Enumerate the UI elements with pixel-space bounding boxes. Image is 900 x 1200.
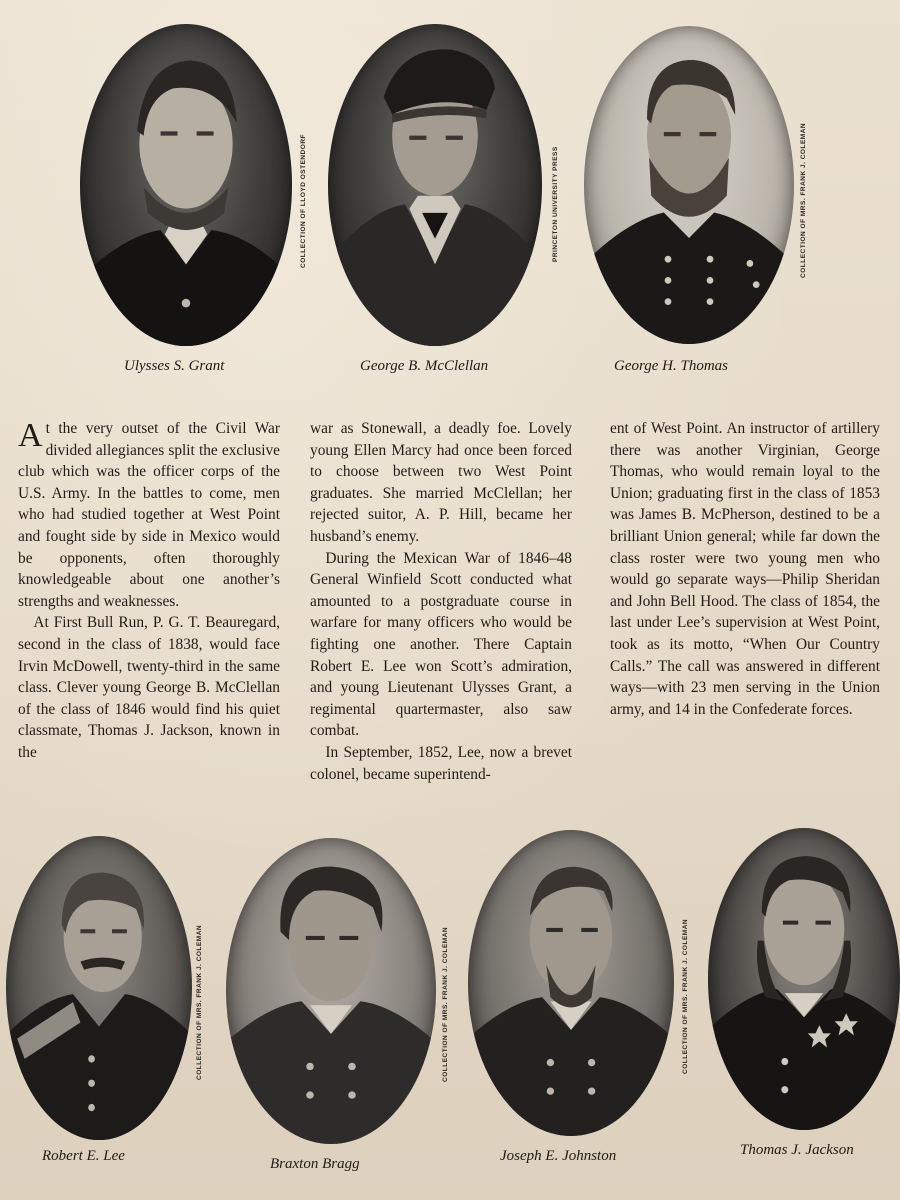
portrait-caption: Thomas J. Jackson	[740, 1142, 854, 1158]
paragraph: war as Stonewall, a deadly foe. Lovely young Ellen Marcy had once been forced to choose between two West Point graduates. She married McClellan; her rejected suitor, A. P. Hill, became her husband’s enemy.	[310, 420, 572, 545]
paragraph: In September, 1852, Lee, now a brevet colonel, became superintend-	[310, 743, 572, 783]
photo-credit: PRINCETON UNIVERSITY PRESS	[552, 146, 559, 262]
drop-cap: A	[18, 417, 43, 454]
photo-credit: COLLECTION OF MRS. FRANK J. COLEMAN	[682, 918, 689, 1074]
photo-credit: COLLECTION OF MRS. FRANK J. COLEMAN	[800, 122, 807, 278]
portrait-caption: Ulysses S. Grant	[124, 358, 225, 374]
portrait-caption: George B. McClellan	[360, 358, 489, 374]
portrait-lee	[6, 836, 192, 1140]
paragraph-text: t the very outset of the Civil War divided allegiances split the exclusive club which was the officer corps of the U.S. Army. In the battles to come, men who had studied together at West Point and fought side by side in Mexico would be opponents, often thoroughly knowledgeable about one another’s strengths and weaknesses.	[18, 420, 280, 610]
photo-credit: COLLECTION OF LLOYD OSTENDORF	[300, 133, 307, 268]
portrait-jackson	[708, 828, 900, 1130]
portrait-mcclellan	[328, 24, 542, 346]
portrait-caption: Braxton Bragg	[270, 1156, 360, 1172]
portrait-grant	[80, 24, 292, 346]
portrait-caption: Robert E. Lee	[42, 1148, 125, 1164]
photo-credit: COLLECTION OF MRS. FRANK J. COLEMAN	[442, 926, 449, 1082]
text-column-3	[610, 418, 880, 720]
portrait-thomas	[584, 26, 794, 344]
paragraph: During the Mexican War of 1846–48 General Winfield Scott conducted what amounted to a postgraduate course in warfare for many officers who would be fighting one another. There Captain Robert E. Lee won Scott’s admiration, and young Lieutenant Ulysses Grant, a regimental quartermaster, also saw combat.	[310, 549, 572, 740]
paragraph	[18, 418, 280, 612]
portrait-bragg	[226, 838, 436, 1144]
photo-credit: COLLECTION OF MRS. FRANK J. COLEMAN	[196, 924, 203, 1080]
portrait-caption: Joseph E. Johnston	[500, 1148, 617, 1164]
text-column-1	[18, 418, 280, 764]
paragraph: At First Bull Run, P. G. T. Beauregard, second in the class of 1838, would face Irvin McDowell, twenty-third in the same class. Clever young George B. McClellan of the class of 1846 would find his quiet classmate, Thomas J. Jackson, known in the	[18, 614, 280, 761]
portrait-johnston	[468, 830, 674, 1136]
text-column-2	[310, 418, 572, 785]
paragraph: ent of West Point. An instructor of artillery there was another Virginian, George Thomas, who would remain loyal to the Union; graduating first in the class of 1853 was James B. McPherson, destined to be a brilliant Union general; while far down the class roster were two young men who would go separate ways—Philip Sheridan and John Bell Hood. The class of 1854, the last under Lee’s supervision at West Point, took as its motto, “When Our Country Calls.” The call was answered in different ways—with 23 men serving in the Union army, and 14 in the Confederate forces.	[610, 420, 880, 718]
portrait-caption: George H. Thomas	[614, 358, 729, 374]
